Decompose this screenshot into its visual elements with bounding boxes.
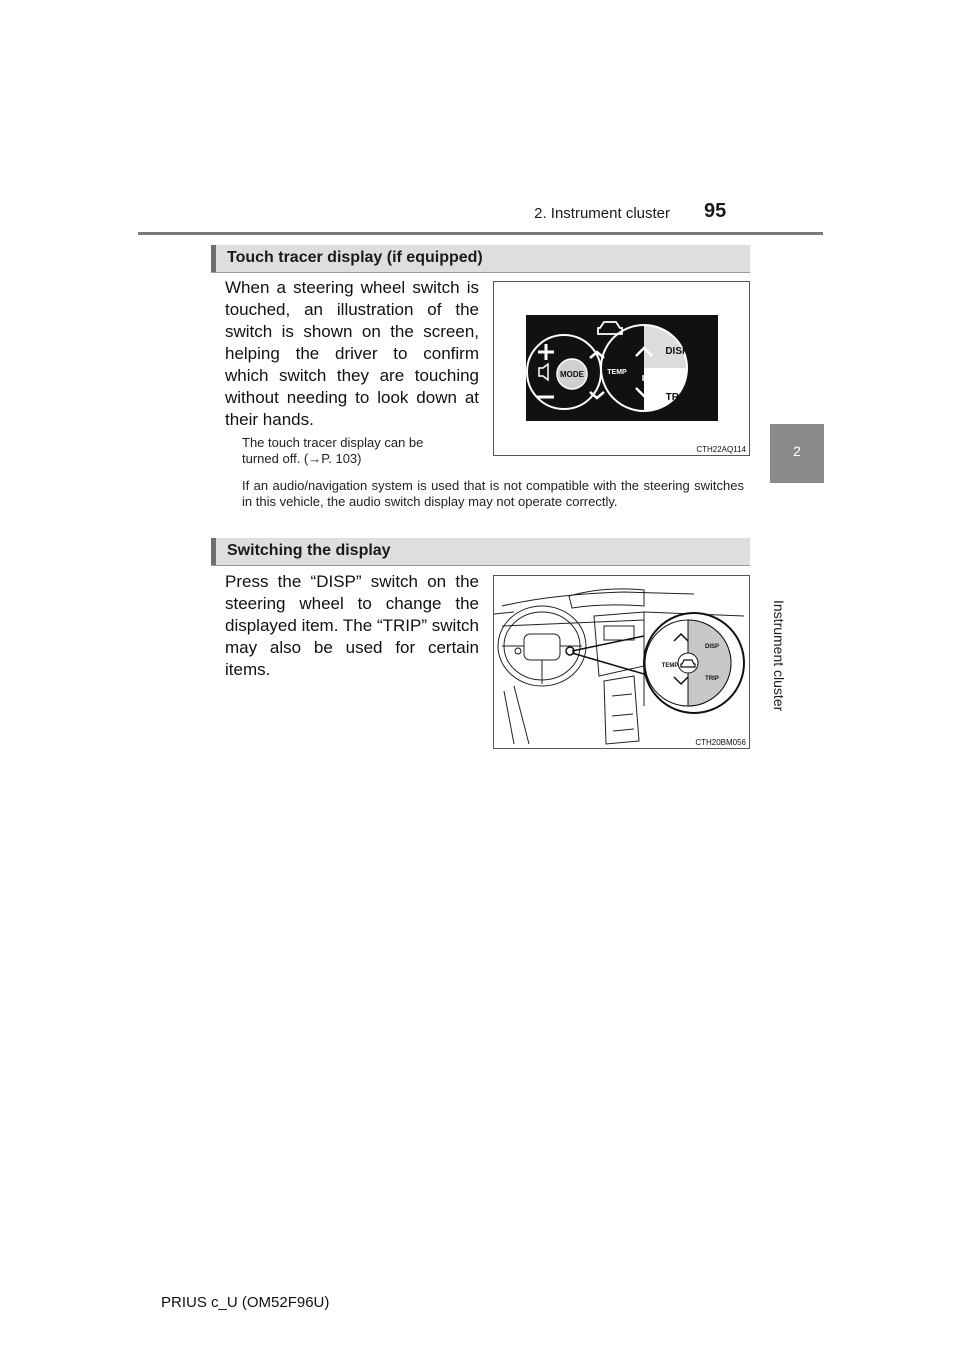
touch-tracer-note-2: If an audio/navigation system is used that is not compatible with the steering switches in this vehicle, the audio switch display may not operate correctly. (242, 478, 744, 509)
section-heading-marker (211, 245, 216, 272)
touch-tracer-paragraph: When a steering wheel switch is touched, an illustration of the switch is shown on the screen, helping the driver to confirm which switch they are touching without needing to look down at their hands. (225, 278, 479, 429)
chapter-tab-number: 2 (793, 443, 801, 459)
trip-label: TRIP (705, 676, 719, 682)
temp-label: TEMP (661, 663, 679, 669)
disp-label: DISP (665, 346, 689, 357)
figure-code: CTH22AQ114 (696, 445, 746, 454)
disp-label: DISP (704, 644, 720, 650)
note-1-line-2: turned off. (→P. 103) (242, 451, 362, 466)
chapter-tab-label: Instrument cluster (771, 600, 787, 712)
figure-code: CTH20BM056 (695, 738, 746, 747)
trip-label: TRIP (665, 392, 689, 403)
footer-model: PRIUS c_U (OM52F96U) (161, 1294, 330, 1311)
page-number: 95 (704, 200, 727, 222)
temp-label: TEMP (607, 369, 627, 376)
section-heading-marker (211, 538, 216, 565)
section-heading-touch-tracer (211, 245, 750, 273)
dashboard-illustration (494, 576, 749, 748)
section-heading-text: Switching the display (227, 542, 391, 559)
touch-tracer-figure (493, 281, 750, 456)
touch-tracer-illustration (494, 282, 749, 455)
header-rule (138, 232, 823, 235)
dashboard-figure (493, 575, 750, 749)
section-heading-text: Touch tracer display (if equipped) (227, 249, 483, 266)
mode-label: MODE (560, 370, 584, 379)
note-1-line-1: The touch tracer display can be (242, 435, 424, 450)
section-heading-switching (211, 538, 750, 566)
switching-paragraph: Press the “DISP” switch on the steering wheel to change the displayed item. The “TRIP” switch may also be used for certain items. (225, 572, 479, 679)
running-header-section: 2. Instrument cluster (534, 205, 670, 222)
touch-tracer-note-1 (242, 435, 423, 467)
